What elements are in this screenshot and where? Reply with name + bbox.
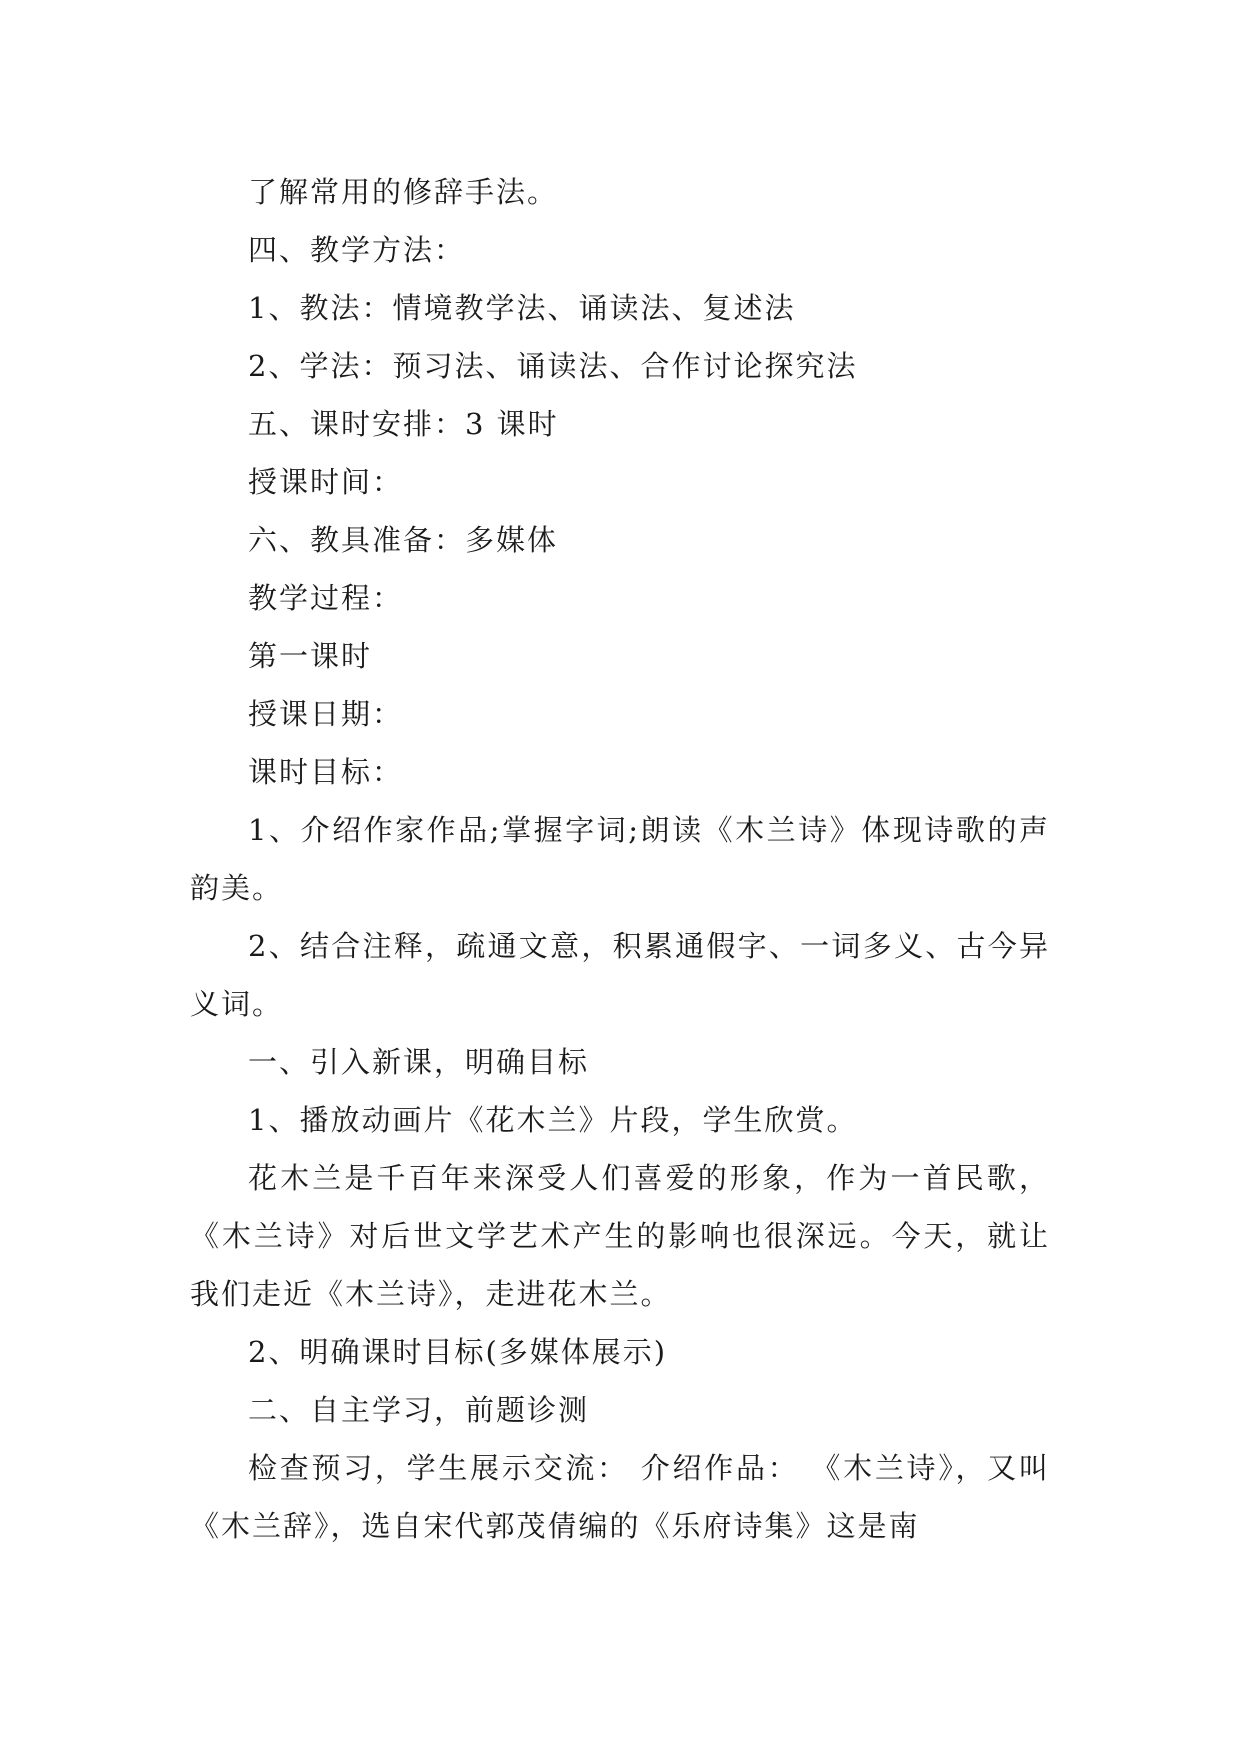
paragraph-goal-2: 2、结合注释，疏通文意，积累通假字、一词多义、古今异义词。 [190,929,1050,1021]
paragraph-teaching-time: 授课时间： [248,465,404,499]
paragraph-clarify-goals: 2、明确课时目标(多媒体展示) [248,1335,668,1369]
paragraph-lesson-goals-heading: 课时目标： [248,755,404,789]
paragraph-introduction: 花木兰是千百年来深受人们喜爱的形象，作为一首民歌，《木兰诗》对后世文学艺术产生的影响也很深远。今天，就让我们走近《木兰诗》，走进花木兰。 [190,1161,1050,1311]
paragraph-teaching-methods-heading: 四、教学方法： [248,233,466,267]
paragraph-rhetoric: 了解常用的修辞手法。 [248,175,559,209]
paragraph-goal-1: 1、介绍作家作品;掌握字词;朗读《木兰诗》体现诗歌的声韵美。 [190,813,1050,905]
paragraph-teaching-method: 1、教法：情境教学法、诵读法、复述法 [248,291,796,325]
paragraph-teaching-process: 教学过程： [248,581,404,615]
paragraph-section-1-heading: 一、引入新课，明确目标 [248,1045,590,1079]
paragraph-preview-check: 检查预习，学生展示交流： 介绍作品： 《木兰诗》，又叫《木兰辞》，选自宋代郭茂倩编的《乐府诗集》这是南 [190,1451,1050,1543]
paragraph-teaching-aids: 六、教具准备：多媒体 [248,523,559,557]
paragraph-play-animation: 1、播放动画片《花木兰》片段，学生欣赏。 [248,1103,858,1137]
paragraph-learning-method: 2、学法：预习法、诵读法、合作讨论探究法 [248,349,858,383]
paragraph-section-2-heading: 二、自主学习，前题诊测 [248,1393,590,1427]
paragraph-class-hours: 五、课时安排：3 课时 [248,407,559,441]
document-body [190,163,1050,1555]
paragraph-teaching-date: 授课日期： [248,697,404,731]
paragraph-first-lesson: 第一课时 [248,639,373,673]
